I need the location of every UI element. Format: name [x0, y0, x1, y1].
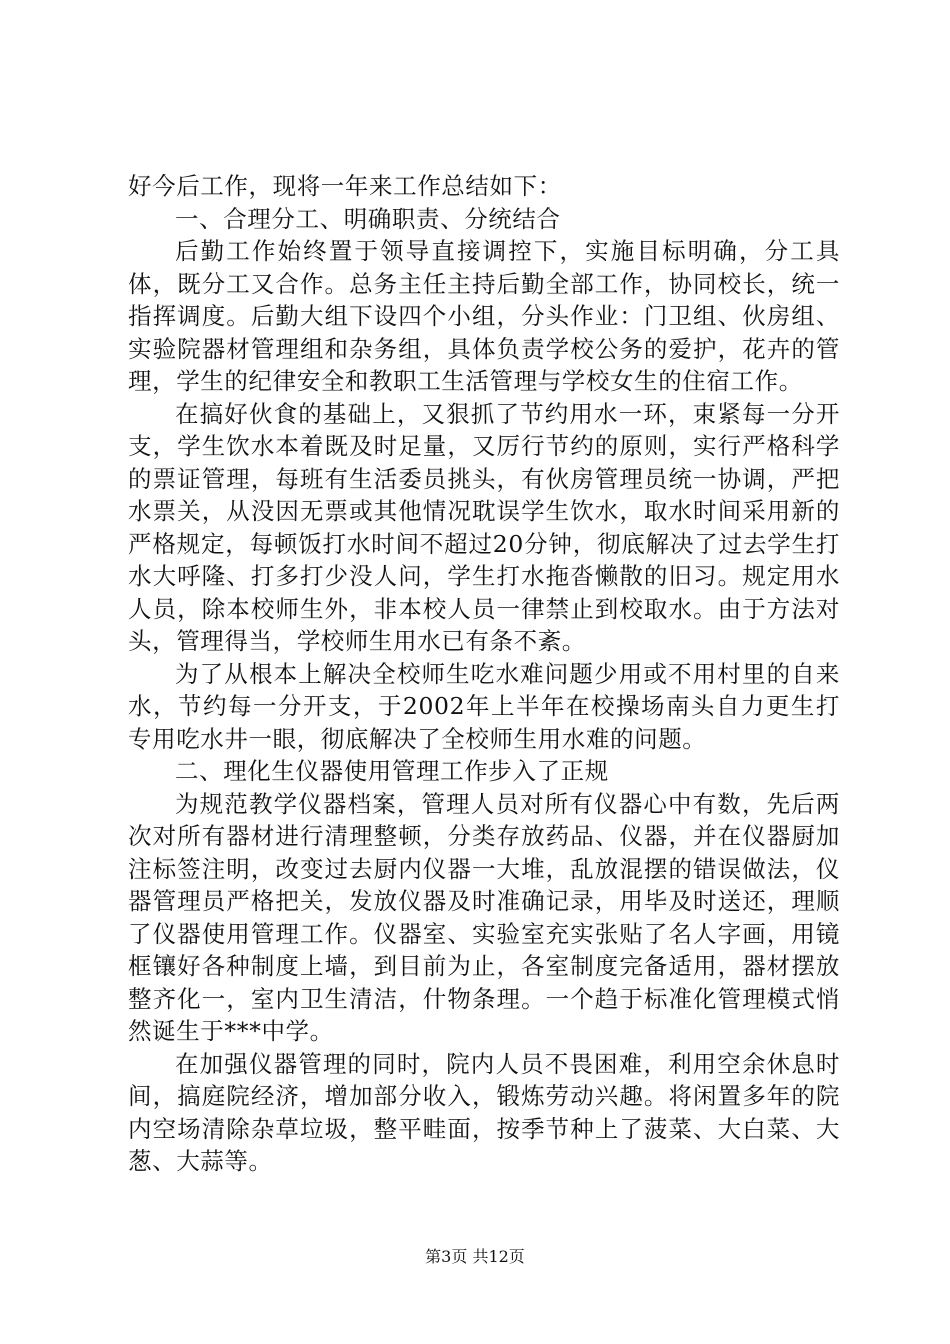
paragraph: 在加强仪器管理的同时，院内人员不畏困难，利用空余休息时间，搞庭院经济，增加部分收入，锻炼劳动兴趣。将闲置多年的院内空场清除杂草垃圾，整平畦面，按季节种上了菠菜、大白菜、大葱、大蒜等。	[128, 1049, 840, 1175]
section-heading: 二、理化生仪器使用管理工作步入了正规	[175, 757, 609, 785]
paragraph: 好今后工作，现将一年来工作总结如下：	[128, 172, 562, 200]
paragraph: 后勤工作始终置于领导直接调控下，实施目标明确，分工具体，既分工又合作。总务主任主持后勤全部工作，协同校长，统一指挥调度。后勤大组下设四个小组，分头作业：门卫组、伙房组、实验院器材管理组和杂务组，具体负责学校公务的爱护，花卉的管理，学生的纪律安全和教职工生活管理与学校女生的住宿工作。	[128, 237, 840, 395]
document-body	[128, 170, 840, 1178]
paragraph: 为了从根本上解决全校师生吃水难问题少用或不用村里的自来水，节约每一分开支，于2002年上半年在校操场南头自力更生打专用吃水井一眼，彻底解决了全校师生用水难的问题。	[128, 659, 840, 753]
page-number-footer: 第3页 共12页	[425, 1247, 525, 1266]
paragraph: 为规范教学仪器档案，管理人员对所有仪器心中有数，先后两次对所有器材进行清理整顿，分类存放药品、仪器，并在仪器厨加注标签注明，改变过去厨内仪器一大堆，乱放混摆的错误做法，仪器管理员严格把关，发放仪器及时准确记录，用毕及时送还，理顺了仪器使用管理工作。仪器室、实验室充实张贴了名人字画，用镜框镶好各种制度上墙，到目前为止，各室制度完备适用，器材摆放整齐化一，室内卫生清洁，什物条理。一个趋于标准化管理模式悄然诞生于***中学。	[128, 789, 840, 1045]
paragraph: 在搞好伙食的基础上，又狠抓了节约用水一环，束紧每一分开支，学生饮水本着既及时足量，又厉行节约的原则，实行严格科学的票证管理，每班有生活委员挑头，有伙房管理员统一协调，严把水票关，从没因无票或其他情况耽误学生饮水，取水时间采用新的严格规定，每顿饭打水时间不超过20分钟，彻底解决了过去学生打水大呼隆、打多打少没人问，学生打水拖沓懒散的旧习。规定用水人员，除本校师生外，非本校人员一律禁止到校取水。由于方法对头，管理得当，学校师生用水已有条不紊。	[128, 399, 840, 655]
section-heading: 一、合理分工、明确职责、分统结合	[175, 204, 561, 233]
